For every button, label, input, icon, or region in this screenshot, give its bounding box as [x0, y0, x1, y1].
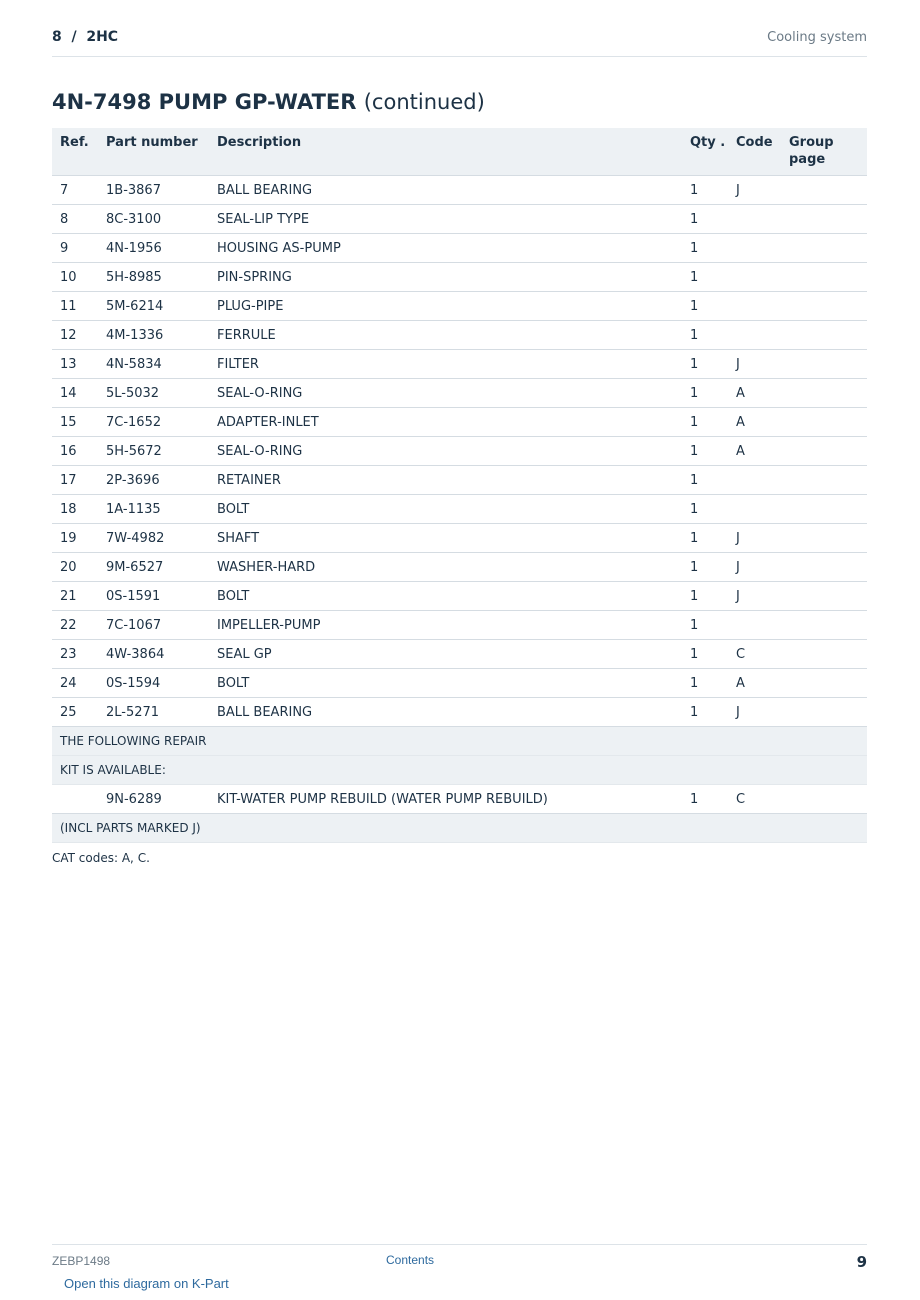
code-cell [728, 466, 781, 495]
code-cell: J [728, 553, 781, 582]
ref-cell: 9 [52, 234, 98, 263]
qty-cell: 1 [682, 350, 728, 379]
table-row [52, 640, 867, 669]
group-page-cell [781, 205, 867, 234]
qty-cell: 1 [682, 234, 728, 263]
ref-cell: 16 [52, 437, 98, 466]
group-page-cell [781, 379, 867, 408]
code-cell: J [728, 350, 781, 379]
group-page-cell [781, 408, 867, 437]
table-row [52, 582, 867, 611]
section-breadcrumb: 8 / 2HC [52, 29, 119, 45]
part-number-cell: 4N-1956 [98, 234, 209, 263]
code-cell: A [728, 408, 781, 437]
qty-cell: 1 [682, 582, 728, 611]
group-page-cell [781, 176, 867, 205]
qty-cell: 1 [682, 553, 728, 582]
note-row-text: KIT IS AVAILABLE: [52, 756, 867, 785]
description-cell: BOLT [209, 495, 682, 524]
description-cell: PLUG-PIPE [209, 292, 682, 321]
col-header-qty: Qty . [682, 128, 728, 176]
table-row [52, 321, 867, 350]
table-row [52, 176, 867, 205]
footnote-row [52, 814, 867, 843]
description-cell: HOUSING AS-PUMP [209, 234, 682, 263]
group-page-cell [781, 640, 867, 669]
table-row [52, 495, 867, 524]
ref-cell: 24 [52, 669, 98, 698]
qty-cell: 1 [682, 611, 728, 640]
footnote-row-text: (INCL PARTS MARKED J) [52, 814, 867, 843]
qty-cell: 1 [682, 698, 728, 727]
group-page-cell [781, 466, 867, 495]
part-number-cell: 0S-1594 [98, 669, 209, 698]
table-row [52, 350, 867, 379]
table-row [52, 437, 867, 466]
table-row [52, 553, 867, 582]
group-page-cell [781, 350, 867, 379]
code-cell [728, 495, 781, 524]
code-cell [728, 205, 781, 234]
qty-cell: 1 [682, 408, 728, 437]
page-number: 9 [856, 1253, 867, 1271]
qty-cell: 1 [682, 640, 728, 669]
qty-cell: 1 [682, 379, 728, 408]
group-page-cell [781, 582, 867, 611]
group-page-cell [781, 495, 867, 524]
part-number-cell: 2P-3696 [98, 466, 209, 495]
ref-cell: 20 [52, 553, 98, 582]
table-row [52, 292, 867, 321]
code-cell: J [728, 524, 781, 553]
col-header-part-number: Part number [98, 128, 209, 176]
description-cell: SEAL-O-RING [209, 379, 682, 408]
description-cell: SEAL GP [209, 640, 682, 669]
part-number-cell: 5L-5032 [98, 379, 209, 408]
group-page-cell [781, 785, 867, 814]
description-cell: FILTER [209, 350, 682, 379]
cat-codes: CAT codes: A, C. [52, 851, 150, 865]
ref-cell: 19 [52, 524, 98, 553]
part-number-cell: 1A-1135 [98, 495, 209, 524]
part-number-cell: 9M-6527 [98, 553, 209, 582]
qty-cell: 1 [682, 524, 728, 553]
qty-cell: 1 [682, 785, 728, 814]
contents-link[interactable]: Contents [386, 1253, 435, 1267]
description-cell: SHAFT [209, 524, 682, 553]
part-number-cell: 4W-3864 [98, 640, 209, 669]
part-number-cell: 7W-4982 [98, 524, 209, 553]
group-page-cell [781, 263, 867, 292]
description-cell: BALL BEARING [209, 176, 682, 205]
group-page-cell [781, 437, 867, 466]
description-cell: BOLT [209, 669, 682, 698]
page-title [52, 90, 485, 114]
part-number-cell: 5H-5672 [98, 437, 209, 466]
code-cell: J [728, 582, 781, 611]
parts-table [52, 128, 867, 843]
col-header-ref: Ref. [52, 128, 98, 176]
description-cell: IMPELLER-PUMP [209, 611, 682, 640]
title-suffix: (continued) [363, 90, 485, 114]
ref-cell: 12 [52, 321, 98, 350]
ref-cell: 25 [52, 698, 98, 727]
part-number-cell: 0S-1591 [98, 582, 209, 611]
parts-table-body [52, 176, 867, 843]
part-number-cell: 9N-6289 [98, 785, 209, 814]
section-title: Cooling system [767, 30, 867, 45]
group-page-cell [781, 698, 867, 727]
col-header-group-page: Group page [781, 128, 867, 176]
code-cell [728, 263, 781, 292]
table-row [52, 263, 867, 292]
part-number-cell: 1B-3867 [98, 176, 209, 205]
table-row [52, 611, 867, 640]
qty-cell: 1 [682, 176, 728, 205]
description-cell: RETAINER [209, 466, 682, 495]
table-row [52, 234, 867, 263]
part-number-cell: 2L-5271 [98, 698, 209, 727]
group-page-cell [781, 611, 867, 640]
table-header-row [52, 128, 867, 176]
ref-cell: 15 [52, 408, 98, 437]
code-cell [728, 292, 781, 321]
qty-cell: 1 [682, 669, 728, 698]
qty-cell: 1 [682, 205, 728, 234]
qty-cell: 1 [682, 263, 728, 292]
ref-cell: 10 [52, 263, 98, 292]
part-number-cell: 4M-1336 [98, 321, 209, 350]
description-cell: KIT-WATER PUMP REBUILD (WATER PUMP REBUILD) [209, 785, 682, 814]
ref-cell: 23 [52, 640, 98, 669]
code-cell: A [728, 437, 781, 466]
qty-cell: 1 [682, 292, 728, 321]
qty-cell: 1 [682, 495, 728, 524]
code-cell: J [728, 176, 781, 205]
col-header-code: Code [728, 128, 781, 176]
ref-cell: 17 [52, 466, 98, 495]
table-row [52, 698, 867, 727]
description-cell: SEAL-O-RING [209, 437, 682, 466]
part-number-cell: 7C-1652 [98, 408, 209, 437]
description-cell: SEAL-LIP TYPE [209, 205, 682, 234]
description-cell: WASHER-HARD [209, 553, 682, 582]
code-cell: C [728, 785, 781, 814]
note-row [52, 756, 867, 785]
ref-cell: 14 [52, 379, 98, 408]
qty-cell: 1 [682, 466, 728, 495]
title-main: 4N-7498 PUMP GP-WATER [52, 90, 357, 114]
page-footer [52, 1244, 867, 1275]
col-header-description: Description [209, 128, 682, 176]
code-cell [728, 321, 781, 350]
ref-cell: 21 [52, 582, 98, 611]
ref-cell: 8 [52, 205, 98, 234]
note-row [52, 727, 867, 756]
group-page-cell [781, 669, 867, 698]
ref-cell: 11 [52, 292, 98, 321]
ref-cell: 22 [52, 611, 98, 640]
table-row [52, 205, 867, 234]
group-page-cell [781, 321, 867, 350]
code-cell: C [728, 640, 781, 669]
group-page-cell [781, 292, 867, 321]
part-number-cell: 7C-1067 [98, 611, 209, 640]
description-cell: FERRULE [209, 321, 682, 350]
description-cell: BALL BEARING [209, 698, 682, 727]
part-number-cell: 8C-3100 [98, 205, 209, 234]
part-number-cell: 5M-6214 [98, 292, 209, 321]
ref-cell [52, 785, 98, 814]
group-page-cell [781, 524, 867, 553]
group-page-cell [781, 553, 867, 582]
table-row [52, 524, 867, 553]
code-cell: A [728, 379, 781, 408]
table-row [52, 408, 867, 437]
page-header [52, 29, 867, 57]
ref-cell: 18 [52, 495, 98, 524]
group-page-cell [781, 234, 867, 263]
table-row [52, 379, 867, 408]
table-row [52, 466, 867, 495]
code-cell: J [728, 698, 781, 727]
description-cell: ADAPTER-INLET [209, 408, 682, 437]
qty-cell: 1 [682, 437, 728, 466]
document-id: ZEBP1498 [52, 1254, 111, 1268]
code-cell [728, 234, 781, 263]
part-number-cell: 4N-5834 [98, 350, 209, 379]
ref-cell: 7 [52, 176, 98, 205]
code-cell: A [728, 669, 781, 698]
description-cell: BOLT [209, 582, 682, 611]
ref-cell: 13 [52, 350, 98, 379]
code-cell [728, 611, 781, 640]
kit-row [52, 785, 867, 814]
part-number-cell: 5H-8985 [98, 263, 209, 292]
table-row [52, 669, 867, 698]
kpart-diagram-link[interactable]: Open this diagram on K-Part [64, 1276, 229, 1291]
qty-cell: 1 [682, 321, 728, 350]
note-row-text: THE FOLLOWING REPAIR [52, 727, 867, 756]
description-cell: PIN-SPRING [209, 263, 682, 292]
